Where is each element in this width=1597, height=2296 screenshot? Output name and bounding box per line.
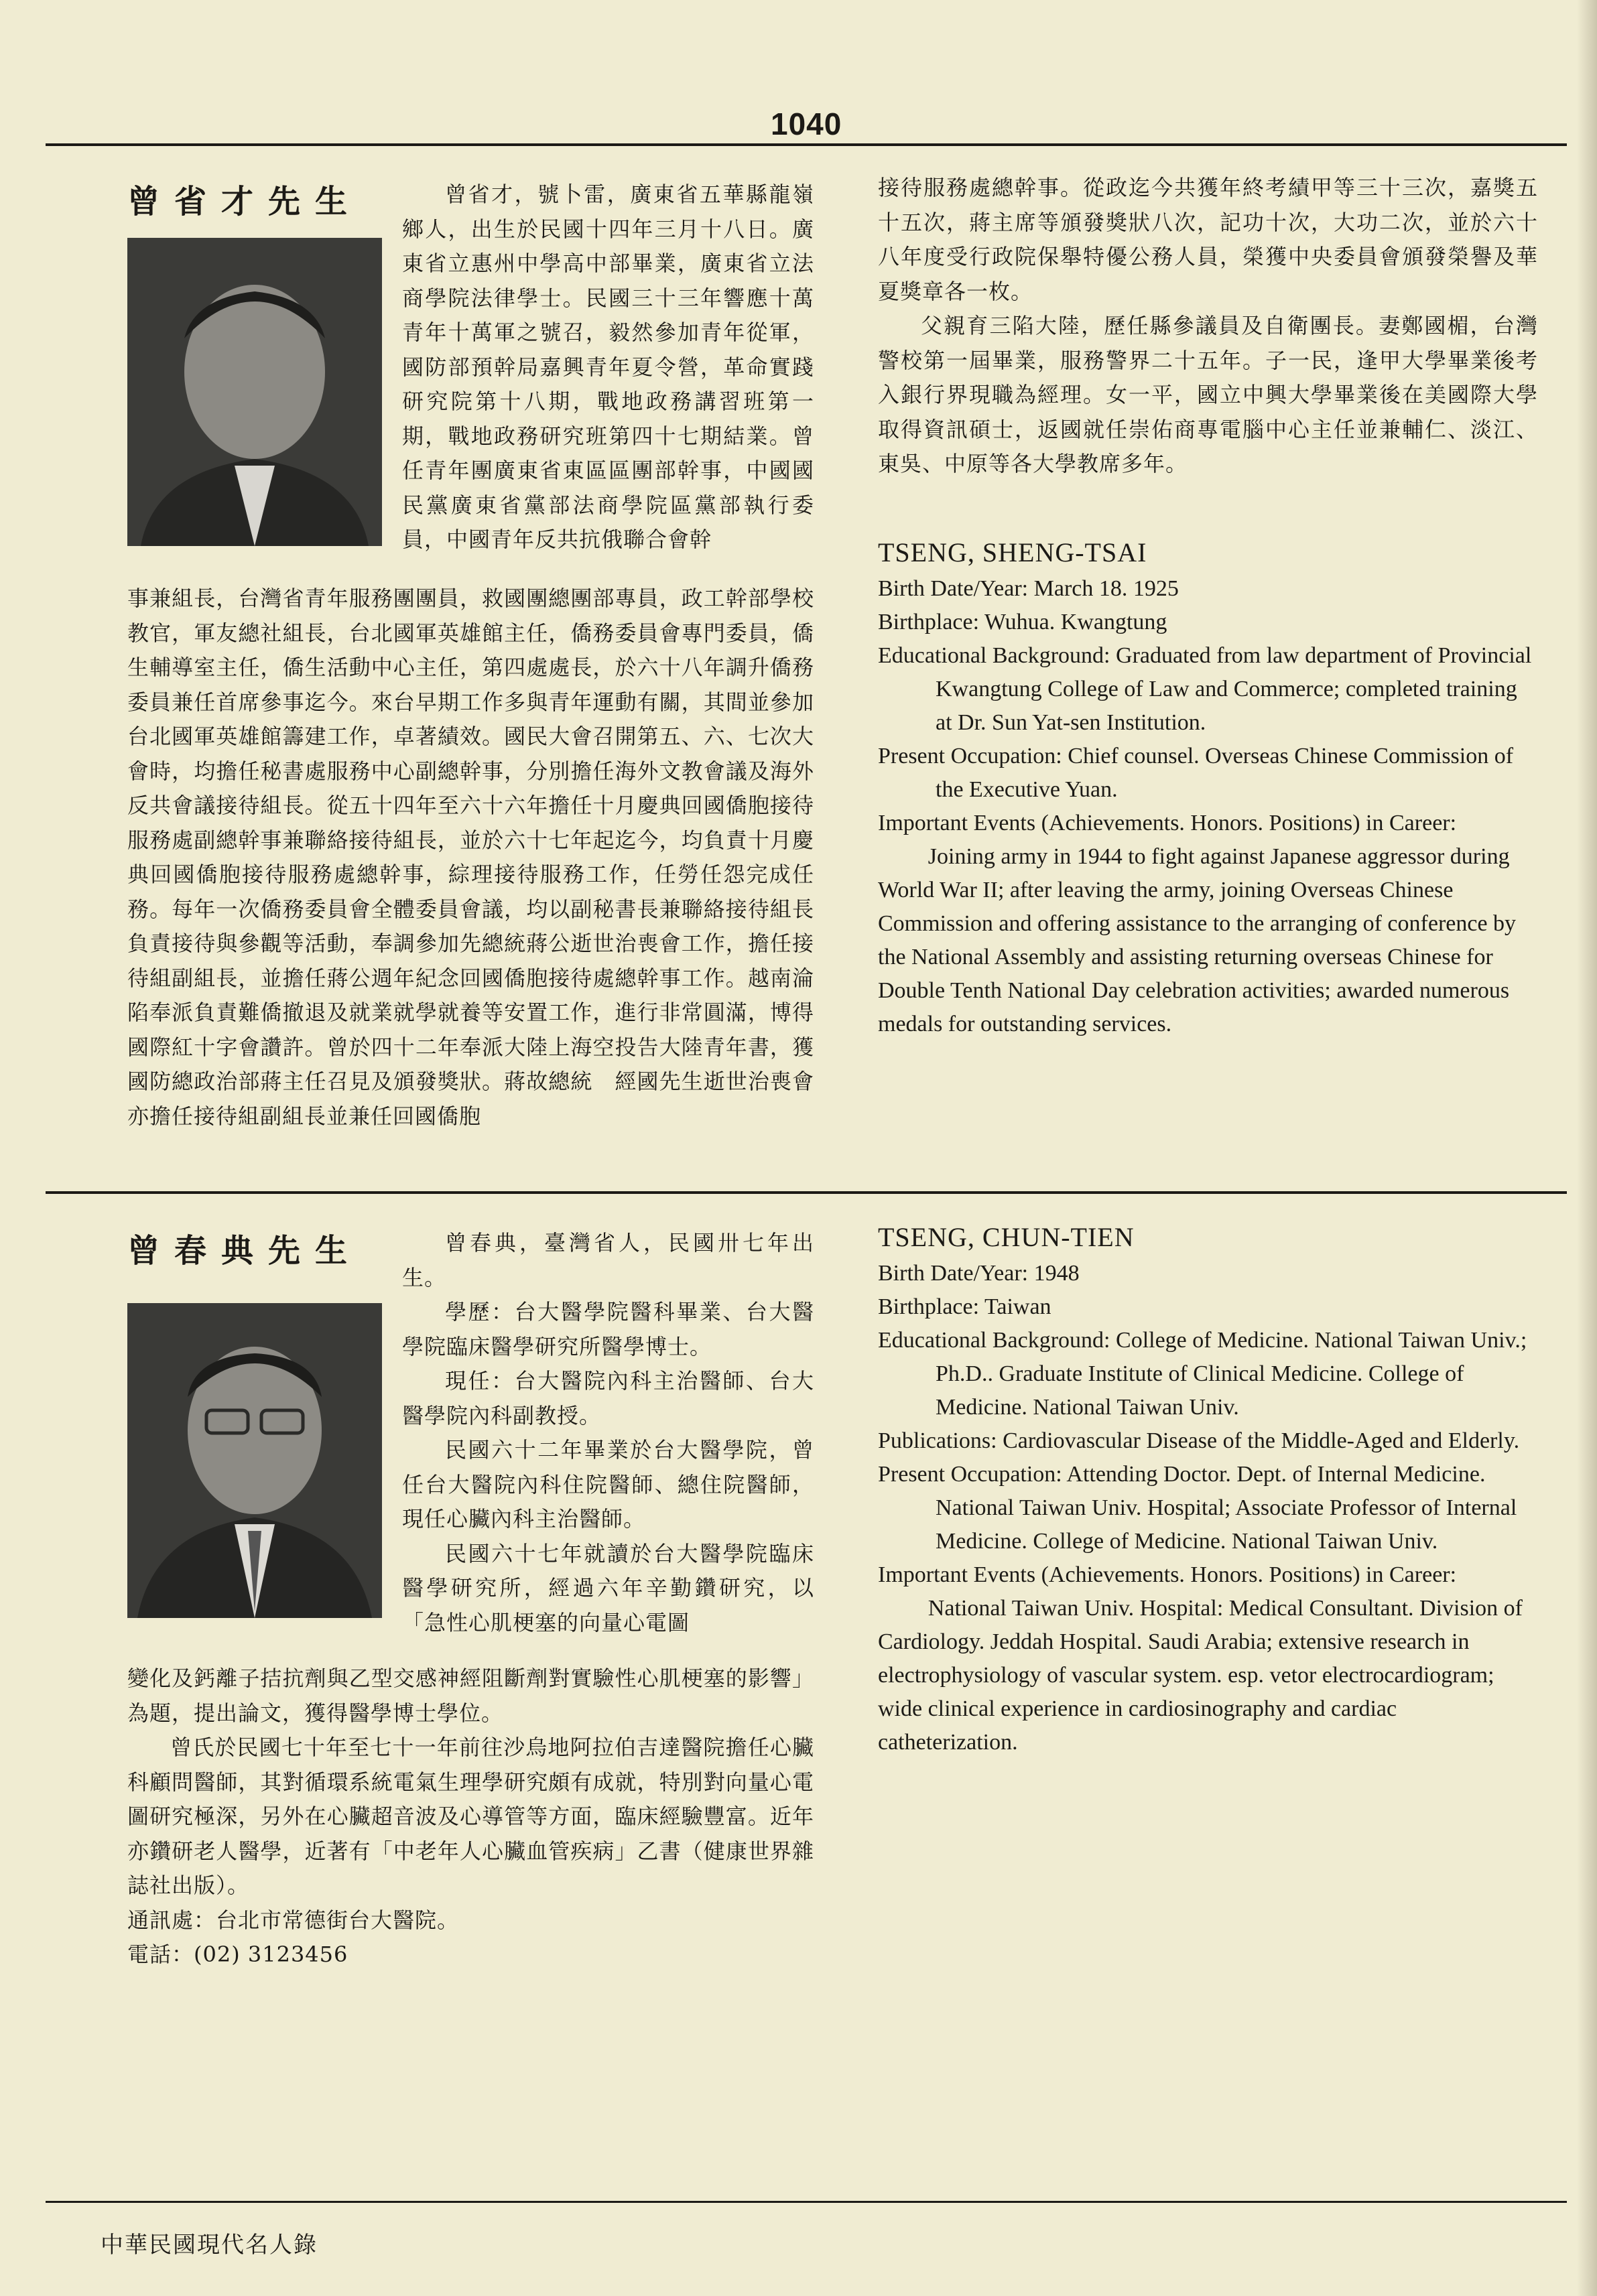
entry-2-english <box>878 1221 1538 1759</box>
entry-1-field-birthplace <box>878 606 1538 639</box>
bottom-rule <box>46 2201 1567 2203</box>
field-value: Cardiovascular Disease of the Middle-Aged and Elderly. <box>1003 1428 1520 1453</box>
field-label: Birth Date/Year: <box>878 1261 1029 1286</box>
entry-1-bio-cont-1: 接待服務處總幹事。從政迄今共獲年終考績甲等三十三次，嘉獎五十五次，蔣主席等頒發獎狀八次，記功十次，大功二次，並於六十八年度受行政院保舉特優公務人員，榮獲中央委員會頒發榮譽及華夏獎章各一枚。 <box>878 175 1538 304</box>
entry-1-portrait-photo <box>127 238 382 546</box>
field-label: Birthplace: <box>878 610 980 634</box>
entry-2-bio-full <box>127 1662 814 1972</box>
entry-1-field-events <box>878 807 1538 840</box>
page-edge-shadow <box>1577 0 1597 2296</box>
entry-2-field-birthplace <box>878 1290 1538 1324</box>
entry-1-english <box>878 536 1538 1041</box>
entry-1-field-education <box>878 639 1538 740</box>
entry-1-career-en: Joining army in 1944 to fight against Japanese aggressor during World War II; after leaving the army, joining Overseas Chinese Commission and offering assistance to the arranging of conference by the National Assembly and assisting returning overseas Chinese for Double Tenth National Day celebration activities; awarded numerous medals for outstanding services. <box>878 844 1517 1036</box>
entry-1-field-occupation <box>878 740 1538 807</box>
field-label: Birth Date/Year: <box>878 576 1029 601</box>
field-value: College of Medicine. National Taiwan Univ.; Ph.D.. Graduate Institute of Clinical Medicine. College of Medicine. National Taiwan Univ. <box>936 1328 1527 1420</box>
field-label: Educational Background: <box>878 643 1110 668</box>
entry-2-phone: 電話：(02) 3123456 <box>127 1942 348 1967</box>
field-value: March 18. 1925 <box>1033 576 1179 601</box>
field-value: Taiwan <box>984 1294 1051 1319</box>
entry-2-bio-p1: 曾春典，臺灣省人，民國卅七年出生。 <box>402 1230 814 1290</box>
entry-2-name-zh: 曾春典先生 <box>127 1232 363 1270</box>
field-label: Present Occupation: <box>878 744 1062 768</box>
field-label: Important Events (Achievements. Honors. Positions) in Career: <box>878 1562 1457 1587</box>
field-value: Attending Doctor. Dept. of Internal Medicine. National Taiwan Univ. Hospital; Associate Professor of Internal Medicine. College of Medicine. National Taiwan Univ. <box>936 1462 1517 1554</box>
entry-2-field-events <box>878 1558 1538 1592</box>
entry-1-bio-side <box>402 178 814 557</box>
entry-2-bio-p3: 現任：台大醫院內科主治醫師、台大醫學院內科副教授。 <box>402 1368 814 1428</box>
field-value: Wuhua. Kwangtung <box>984 610 1167 634</box>
entry-2-bio-p5-full: 變化及鈣離子拮抗劑與乙型交感神經阻斷劑對實驗性心肌梗塞的影響」為題，提出論文，獲得醫學博士學位。 <box>127 1666 814 1726</box>
entry-2-name-en: TSENG, CHUN-TIEN <box>878 1222 1135 1252</box>
top-rule <box>46 143 1567 146</box>
field-label: Educational Background: <box>878 1328 1110 1353</box>
entry-2-bio-side <box>402 1226 814 1640</box>
middle-rule <box>46 1191 1567 1194</box>
entry-1-name-en: TSENG, SHENG-TSAI <box>878 537 1147 567</box>
entry-2-bio-p4: 民國六十二年畢業於台大醫學院，曾任台大醫院內科住院醫師、總住院醫師，現任心臟內科主治醫師。 <box>402 1437 814 1532</box>
entry-2-field-publications <box>878 1424 1538 1458</box>
entry-1-bio-side-text: 曾省才，號卜雷，廣東省五華縣龍嶺鄉人，出生於民國十四年三月十八日。廣東省立惠州中學高中部畢業，廣東省立法商學院法律學士。民國三十三年響應十萬青年十萬軍之號召，毅然參加青年從軍，國防部預幹局嘉興青年夏令營，革命實踐研究院第十八期，戰地政務講習班第一期，戰地政務研究班第四十七期結業。曾任青年團廣東省東區區團部幹事，中國國民黨廣東省黨部法商學院區黨部執行委員，中國青年反共抗俄聯合會幹 <box>402 182 814 552</box>
field-label: Birthplace: <box>878 1294 980 1319</box>
entry-2-field-education <box>878 1324 1538 1424</box>
entry-1-bio-full-text: 事兼組長，台灣省青年服務團團員，救國團總團部專員，政工幹部學校教官，軍友總社組長，台北國軍英雄館主任，僑務委員會專門委員，僑生輔導室主任，僑生活動中心主任，第四處處長，於六十八年調升僑務委員兼任首席參事迄今。來台早期工作多與青年運動有關，其間並參加台北國軍英雄館籌建工作，卓著績效。國民大會召開第五、六、七次大會時，均擔任秘書處服務中心副總幹事，分別擔任海外文教會議及海外反共會議接待組長。從五十四年至六十六年擔任十月慶典回國僑胞接待服務處副總幹事兼聯絡接待組長，並於六十七年起迄今，均負責十月慶典回國僑胞接待服務處總幹事，綜理接待服務工作，任勞任怨完成任務。每年一次僑務委員會全體委員會議，均以副秘書長兼聯絡接待組長負責接待與參觀等活動，奉調參加先總統蔣公逝世治喪會工作，擔任接待組副組長，並擔任蔣公週年紀念回國僑胞接待處總幹事工作。越南淪陷奉派負責難僑撤退及就業就學就養等安置工作，進行非常圓滿，博得國際紅十字會讚許。曾於四十二年奉派大陸上海空投告大陸青年書，獲國防總政治部蔣主任召見及頒發獎狀。蔣故總統 經國先生逝世治喪會亦擔任接待組副組長並兼任回國僑胞 <box>127 586 814 1129</box>
entry-2-bio-p2: 學歷：台大醫學院醫科畢業、台大醫學院臨床醫學研究所醫學博士。 <box>402 1299 814 1359</box>
field-label: Important Events (Achievements. Honors. Positions) in Career: <box>878 811 1457 835</box>
entry-1-field-birthdate <box>878 572 1538 606</box>
entry-2-bio-p6: 曾氏於民國七十年至七十一年前往沙烏地阿拉伯吉達醫院擔任心臟科顧問醫師，其對循環系統電氣生理學研究頗有成就，特別對向量心電圖研究極深，另外在心臟超音波及心導管等方面，臨床經驗豐富。近年亦鑽研老人醫學，近著有「中老年人心臟血管疾病」乙書（健康世界雜誌社出版）。 <box>127 1735 814 1898</box>
entry-2-career-en: National Taiwan Univ. Hospital: Medical Consultant. Division of Cardiology. Jeddah Hospital. Saudi Arabia; extensive research in electrophysiology of vascular system. esp. vetor electrocardiogram; wide clinical experience in cardiosinography and cardiac catheterization. <box>878 1596 1523 1755</box>
entry-2-field-occupation <box>878 1458 1538 1558</box>
field-label: Present Occupation: <box>878 1462 1062 1487</box>
entry-1-bio-continued <box>878 171 1538 482</box>
entry-2-bio-p5-side: 民國六十七年就讀於台大醫學院臨床醫學研究所，經過六年辛勤鑽研究，以「急性心肌梗塞的向量心電圖 <box>402 1540 814 1635</box>
entry-2-field-birthdate <box>878 1257 1538 1290</box>
page-number: 1040 <box>771 107 842 141</box>
field-value: Chief counsel. Overseas Chinese Commission of the Executive Yuan. <box>936 744 1514 802</box>
field-label: Publications: <box>878 1428 997 1453</box>
entry-1-bio-cont-2: 父親育三陷大陸，歷任縣參議員及自衛團長。妻鄭國楣，台灣警校第一屆畢業，服務警界二十五年。子一民，逢甲大學畢業後考入銀行界現職為經理。女一平，國立中興大學畢業後在美國際大學取得資訊碩士，返國就任崇佑商專電腦中心主任並兼輔仁、淡江、東吳、中原等各大學教席多年。 <box>878 313 1538 476</box>
entry-1-name-zh: 曾省才先生 <box>127 183 363 220</box>
entry-2-address: 通訊處：台北市常德街台大醫院。 <box>127 1907 460 1933</box>
book-title-footer: 中華民國現代名人錄 <box>101 2232 318 2258</box>
entry-1-bio-full <box>127 582 814 1134</box>
field-value: 1948 <box>1033 1261 1080 1286</box>
field-value: Graduated from law department of Provincial Kwangtung College of Law and Commerce; completed training at Dr. Sun Yat-sen Institution. <box>936 643 1532 735</box>
entry-2-portrait-photo <box>127 1303 382 1618</box>
